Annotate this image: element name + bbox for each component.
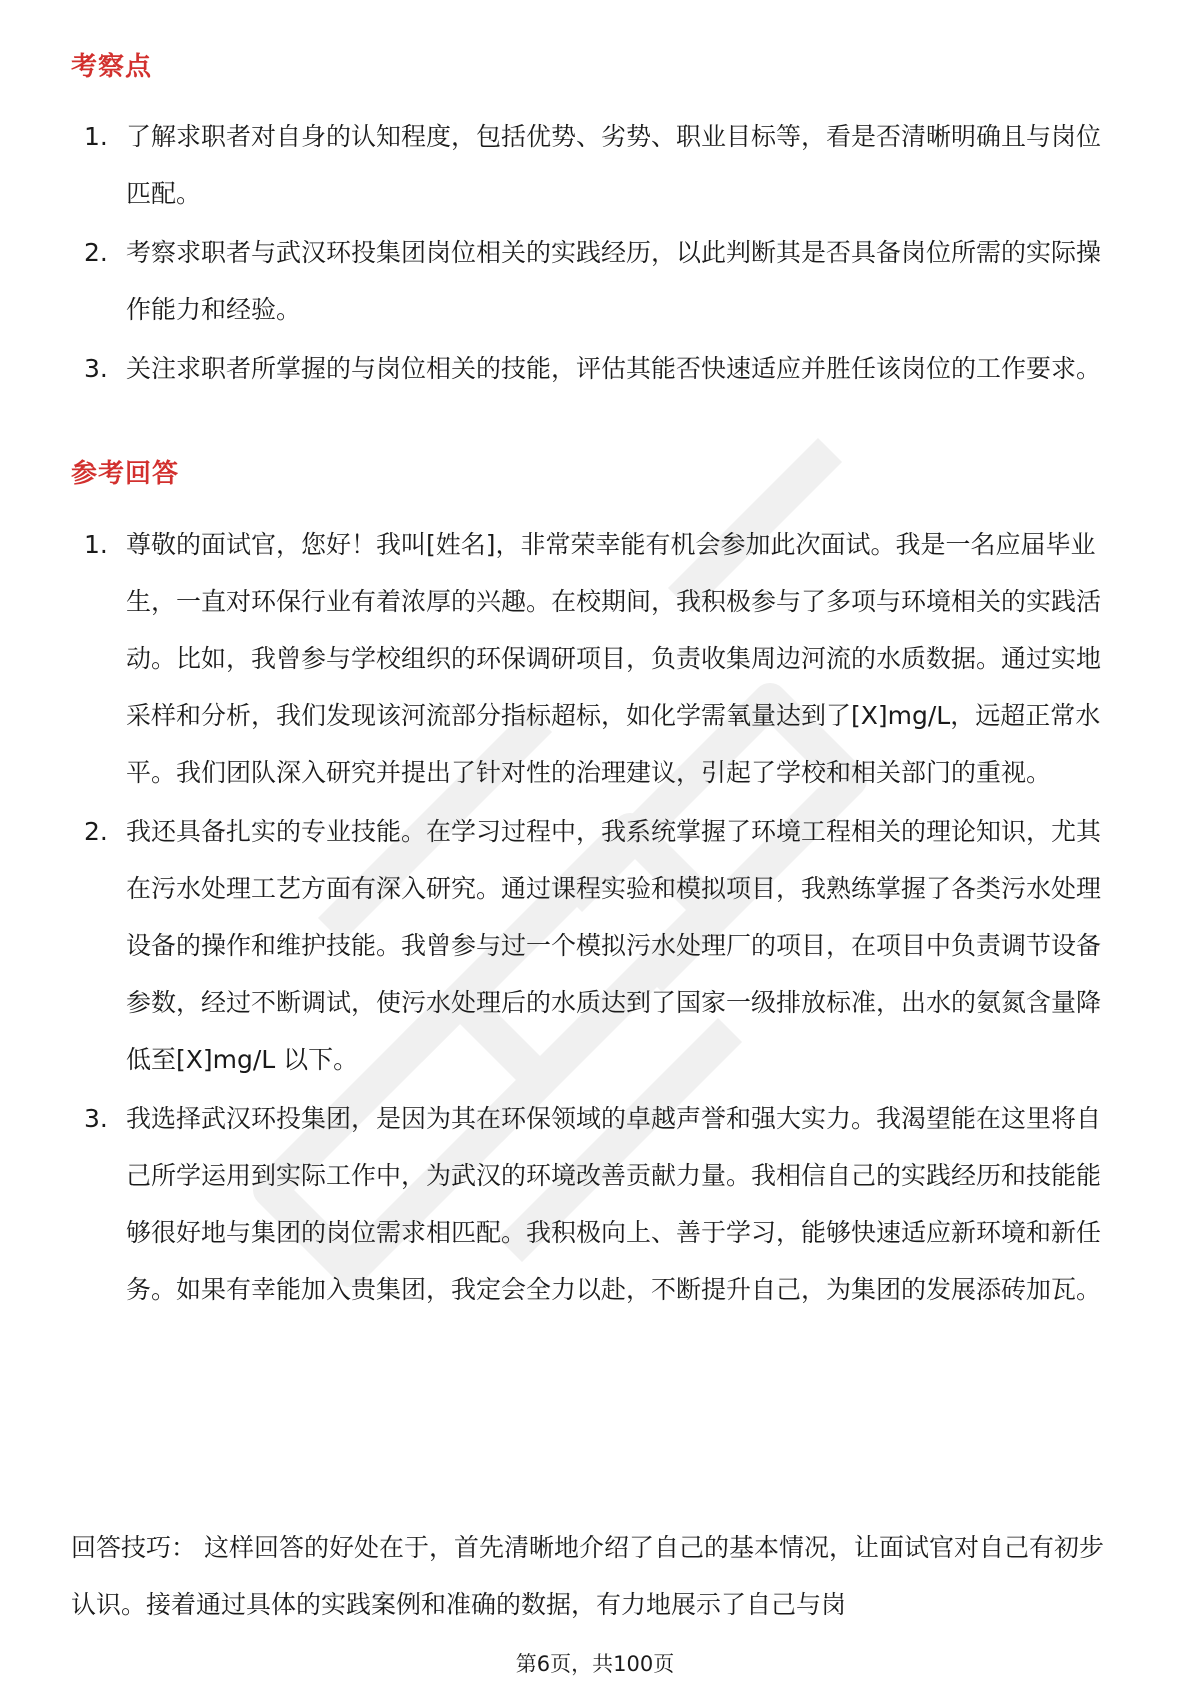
section-title-exam-points: 考察点 xyxy=(71,52,153,82)
list-item xyxy=(0,340,1190,397)
list-item-text: 了解求职者对自身的认知程度，包括优势、劣势、职业目标等，看是否清晰明确且与岗位匹配。 xyxy=(126,122,1102,208)
list-item-text: 关注求职者所掌握的与岗位相关的技能，评估其能否快速适应并胜任该岗位的工作要求。 xyxy=(126,354,1102,383)
list-item-text: 我还具备扎实的专业技能。在学习过程中，我系统掌握了环境工程相关的理论知识，尤其在污水处理工艺方面有深入研究。通过课程实验和模拟项目，我熟练掌握了各类污水处理设备的操作和维护技能。我曾参与过一个模拟污水处理厂的项目，在项目中负责调节设备参数，经过不断调试，使污水处理后的水质达到了国家一级排放标准，出水的氨氮含量降低至[X]mg/L 以下。 xyxy=(126,817,1102,1074)
list-item xyxy=(0,516,1190,801)
list-item-number: 1. xyxy=(84,530,108,559)
answer-tips-paragraph: 回答技巧： 这样回答的好处在于，首先清晰地介绍了自己的基本情况，让面试官对自己有初步认识。接着通过具体的实践案例和准确的数据，有力地展示了自己与岗 xyxy=(71,1533,1104,1619)
exam-points-list xyxy=(0,108,1190,399)
page-number: 第6页，共100页 xyxy=(515,1652,675,1676)
list-item-text: 我选择武汉环投集团，是因为其在环保领域的卓越声誉和强大实力。我渴望能在这里将自己所学运用到实际工作中，为武汉的环境改善贡献力量。我相信自己的实践经历和技能能够很好地与集团的岗位需求相匹配。我积极向上、善于学习，能够快速适应新环境和新任务。如果有幸能加入贵集团，我定会全力以赴，不断提升自己，为集团的发展添砖加瓦。 xyxy=(126,1104,1102,1304)
list-item xyxy=(0,1090,1190,1318)
list-item-text: 尊敬的面试官，您好！我叫[姓名]，非常荣幸能有机会参加此次面试。我是一名应届毕业生，一直对环保行业有着浓厚的兴趣。在校期间，我积极参与了多项与环境相关的实践活动。比如，我曾参与学校组织的环保调研项目，负责收集周边河流的水质数据。通过实地采样和分析，我们发现该河流部分指标超标，如化学需氧量达到了[X]mg/L，远超正常水平。我们团队深入研究并提出了针对性的治理建议，引起了学校和相关部门的重视。 xyxy=(126,530,1102,787)
list-item-number: 2. xyxy=(84,817,108,846)
list-item-number: 3. xyxy=(84,354,108,383)
list-item-number: 3. xyxy=(84,1104,108,1133)
list-item xyxy=(0,224,1190,338)
reference-answer-list xyxy=(0,516,1190,1320)
list-item xyxy=(0,803,1190,1088)
list-item-number: 1. xyxy=(84,122,108,151)
list-item xyxy=(0,108,1190,222)
section-title-reference-answer: 参考回答 xyxy=(71,459,180,489)
list-item-number: 2. xyxy=(84,238,108,267)
list-item-text: 考察求职者与武汉环投集团岗位相关的实践经历，以此判断其是否具备岗位所需的实际操作能力和经验。 xyxy=(126,238,1102,324)
